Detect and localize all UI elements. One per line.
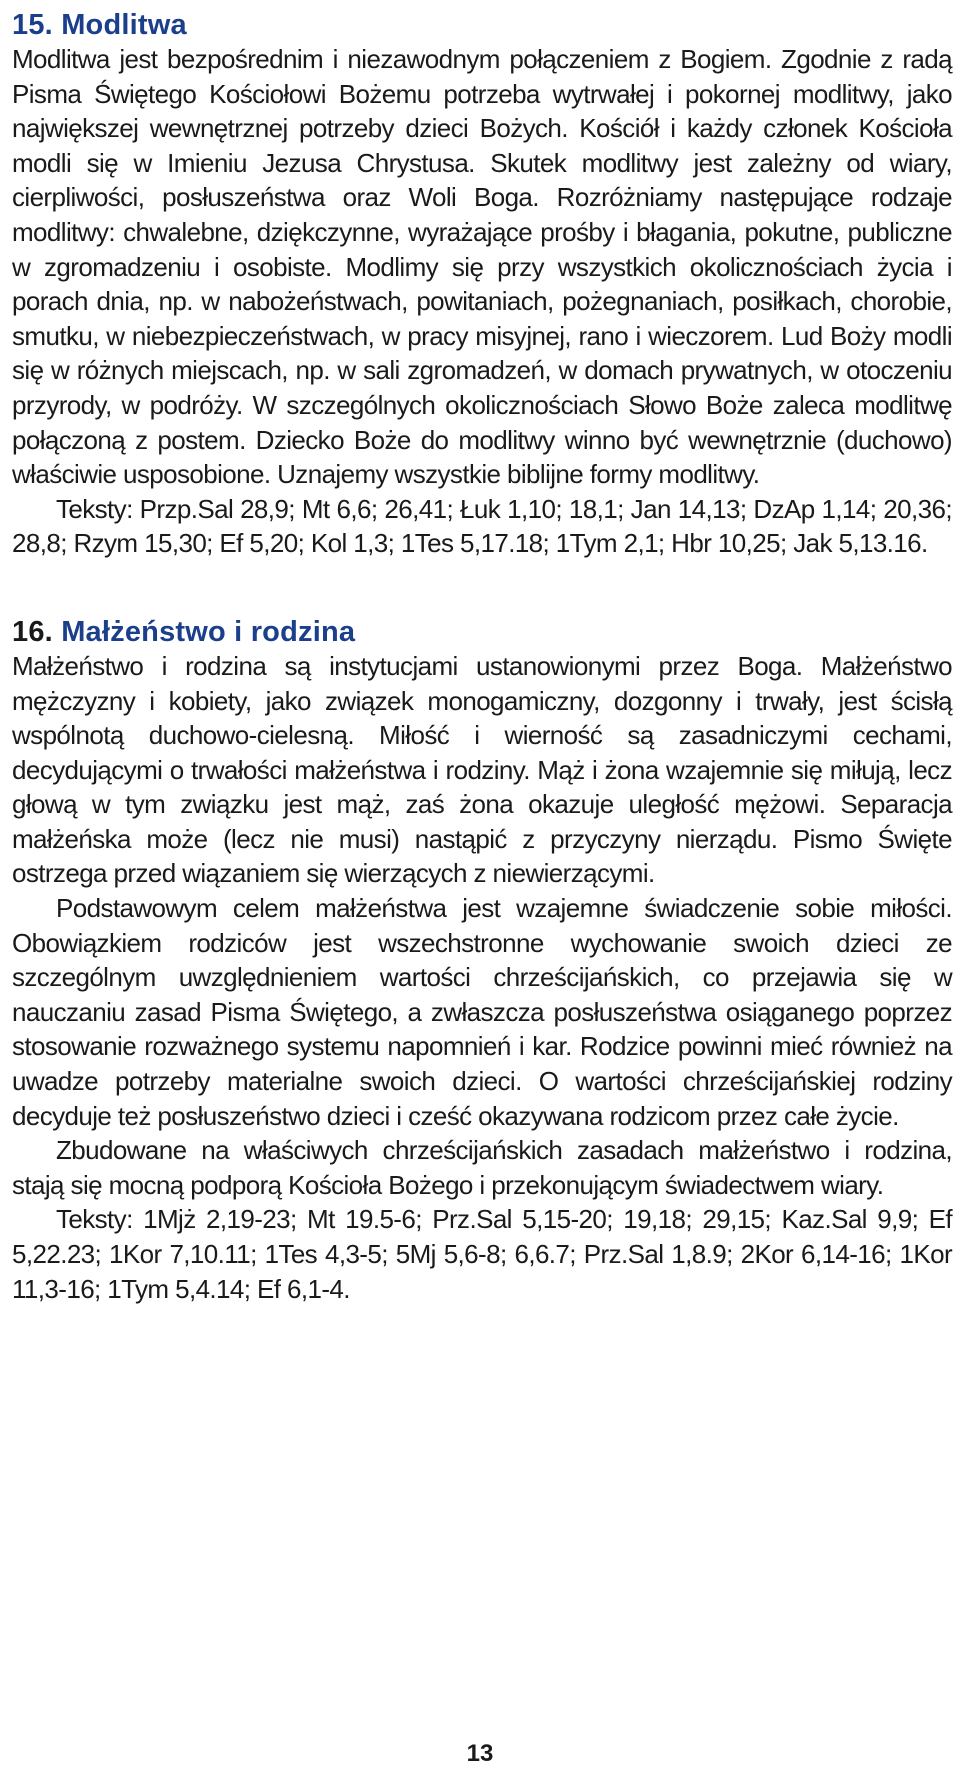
- section-heading-marriage: [12, 615, 952, 649]
- section-title: Małżeństwo i rodzina: [61, 615, 356, 648]
- section-number: 16.: [12, 615, 53, 648]
- scripture-references: Teksty: 1Mjż 2,19-23; Mt 19.5-6; Prz.Sal 5,15-20; 19,18; 29,15; Kaz.Sal 9,9; Ef 5,22.23; 1Kor 7,10.11; 1Tes 4,3-5; 5Mj 5,6-8; 6,6.7; Prz.Sal 1,8.9; 2Kor 6,14-16; 1Kor 11,3-16; 1Tym 5,4.14; Ef 6,1-4.: [12, 1204, 952, 1304]
- section-prayer: [12, 8, 952, 561]
- section-body: Modlitwa jest bezpośrednim i niezawodnym połączeniem z Bogiem. Zgodnie z radą Pisma Świętego Kościołowi Bożemu potrzeba wytrwałej i pokornej modlitwy, jako największej wewnętrznej potrzeby dzieci Bożych. Kościół i każdy członek Kościoła modli się w Imieniu Jezusa Chrystusa. Skutek modlitwy jest zależny od wiary, cierpliwości, posłuszeństwa oraz Woli Boga. Rozróżniamy następujące rodzaje modlitwy: chwalebne, dziękczynne, wyrażające prośby i błagania, pokutne, publiczne w zgromadzeniu i osobiste. Modlimy się przy wszystkich okolicznościach życia i porach dnia, np. w nabożeństwach, powitaniach, pożegnaniach, posiłkach, chorobie, smutku, w niebezpieczeństwach, w pracy misyjnej, rano i wieczorem. Lud Boży modli się w różnych miejscach, np. w sali zgromadzeń, w domach prywatnych, w otoczeniu przyrody, w podróży. W szczególnych okolicznościach Słowo Boże zaleca modlitwę połączoną z postem. Dziecko Boże do modlitwy winno być wewnętrznie (duchowo) właściwie usposobione. Uznajemy wszystkie biblijne formy modlitwy.: [12, 44, 952, 490]
- section-paragraph: Zbudowane na właściwych chrześcijańskich zasadach małżeństwo i rodzina, stają się mocną podporą Kościoła Bożego i przekonującym świadectwem wiary.: [12, 1135, 952, 1200]
- section-number: 15.: [12, 9, 53, 41]
- section-marriage-family: [12, 615, 952, 1306]
- section-heading-prayer: [12, 8, 952, 42]
- section-title: Modlitwa: [61, 9, 187, 41]
- document-page: [12, 8, 952, 1306]
- scripture-references: Teksty: Przp.Sal 28,9; Mt 6,6; 26,41; Łuk 1,10; 18,1; Jan 14,13; DzAp 1,14; 20,36; 28,8; Rzym 15,30; Ef 5,20; Kol 1,3; 1Tes 5,17.18; 1Tym 2,1; Hbr 10,25; Jak 5,13.16.: [12, 493, 952, 559]
- page-number: 13: [466, 1740, 494, 1767]
- section-paragraph: Małżeństwo i rodzina są instytucjami ustanowionymi przez Boga. Małżeństwo mężczyzny i kobiety, jako związek monogamiczny, dozgonny i trwały, jest ścisłą wspólnotą duchowo-cielesną. Miłość i wierność są zasadniczymi cechami, decydującymi o trwałości małżeństwa i rodziny. Mąż i żona wzajemnie się miłują, lecz głową w tym związku jest mąż, zaś żona okazuje uległość mężowi. Separacja małżeńska może (lecz nie musi) nastąpić z przyczyny nierządu. Pismo Święte ostrzega przed wiązaniem się wierzących z niewierzącymi.: [12, 650, 952, 889]
- section-paragraph: Podstawowym celem małżeństwa jest wzajemne świadczenie sobie miłości. Obowiązkiem rodziców jest wszechstronne wychowanie swoich dzieci ze szczególnym uwzględnieniem wartości chrześcijańskich, co przejawia się w nauczaniu zasad Pisma Świętego, a zwłaszcza posłuszeństwa osiąganego poprzez stosowanie rozważnego systemu napomnień i kar. Rodzice powinni mieć również na uwadze potrzeby materialne swoich dzieci. O wartości chrześcijańskiej rodziny decyduje też posłuszeństwo dzieci i cześć okazywana rodzicom przez całe życie.: [12, 893, 952, 1131]
